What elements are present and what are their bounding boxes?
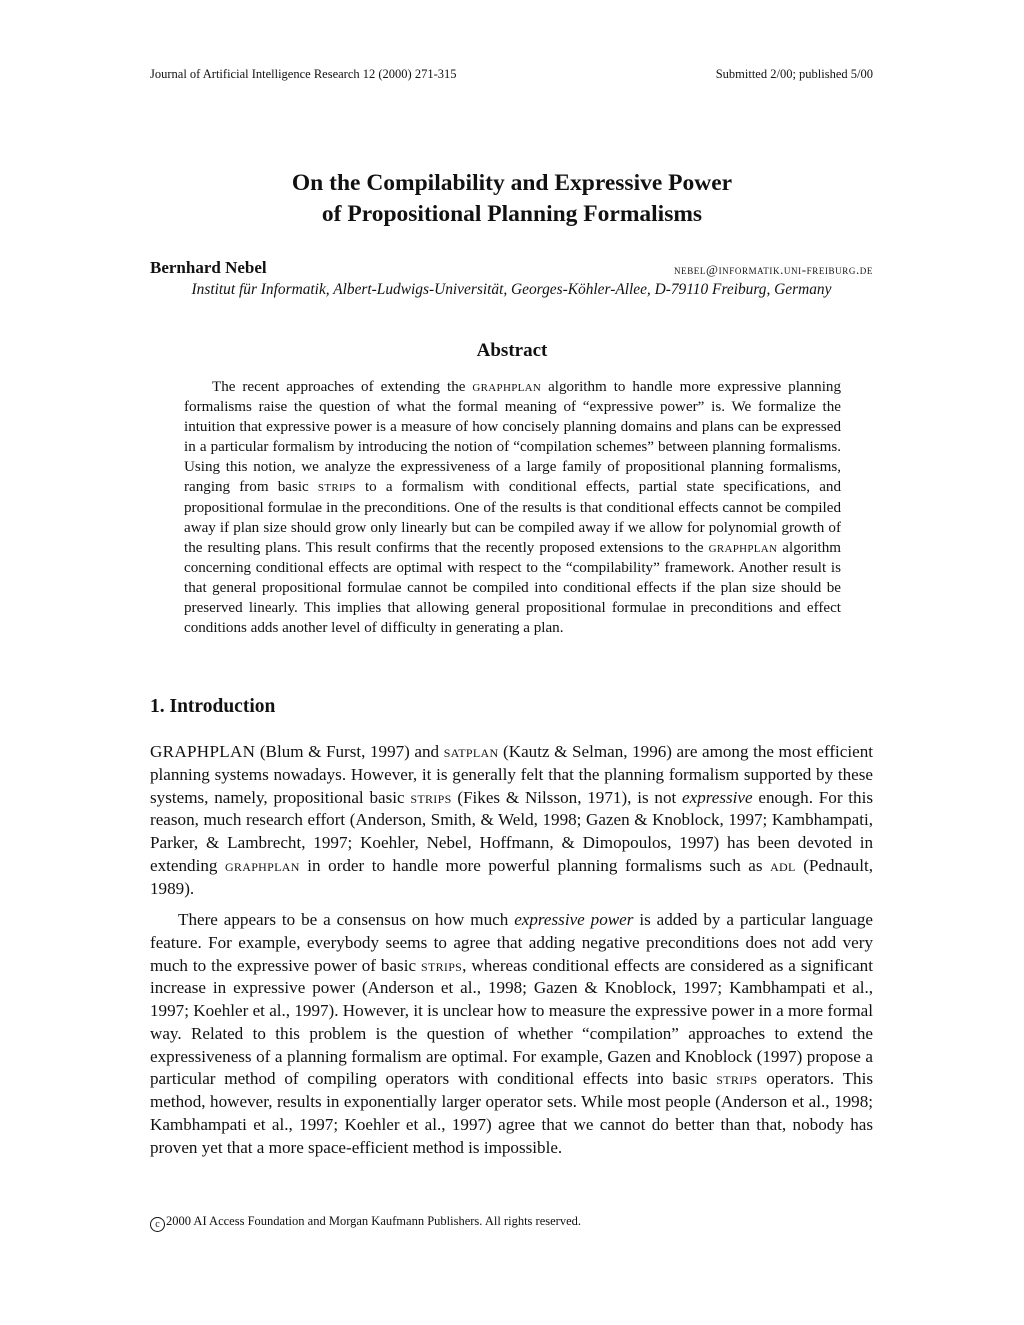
abstract-text: to a formalism with conditional effects, partial state specifications, and propositional formulae in the preconditions. One of the results is that conditional effects cannot be compiled away if plan size should grow only linearly but can be compiled away if we allow for polynomial growth of the resulting plans. This result confirms that the recently proposed extensions to the <box>184 479 841 556</box>
system-name-graphplan: GRAPHPLAN <box>150 742 256 761</box>
system-name-adl: adl <box>770 855 796 875</box>
body-text: There appears to be a consensus on how much <box>178 910 515 929</box>
abstract-text: algorithm to handle more expressive planning formalisms raise the question of what the formal meaning of “expressive power” is. We formalize the intuition that expressive power is a measure of how concisely planning domains and plans can be expressed in a particular formalism by introducing the notion of “compilation schemes” between planning formalisms. Using this notion, we analyze the expressiveness of a large family of propositional planning formalisms, ranging from basic <box>184 379 842 496</box>
running-header-journal: Journal of Artificial Intelligence Research 12 (2000) 271-315 <box>150 67 457 81</box>
body-text: (Blum & Furst, 1997) and <box>255 742 444 761</box>
author-affiliation: Institut für Informatik, Albert-Ludwigs-Universität, Georges-Köhler-Allee, D-79110 Freiburg, Germany <box>191 281 832 298</box>
emphasis-text: expressive <box>682 787 753 807</box>
body-text: operators. This method, however, results in exponentially larger operator sets. While most people (Anderson et al., 1998; Kambhampati et al., 1997; Koehler et al., 1997) agree that we cannot do better than that, nobody has proven yet that a more space-efficient method is impossible. <box>150 1069 873 1157</box>
intro-paragraph-1 <box>150 741 873 900</box>
system-name-strips: strips <box>317 479 356 496</box>
copyright-text: 2000 AI Access Foundation and Morgan Kaufmann Publishers. All rights reserved. <box>166 1214 581 1228</box>
system-name-graphplan: graphplan <box>224 855 300 875</box>
body-text: in order to handle more powerful planning formalisms such as <box>299 855 771 875</box>
body-text: (Pednault, 1989). <box>150 855 873 898</box>
running-header-dates: Submitted 2/00; published 5/00 <box>715 67 873 81</box>
paper-title-line-1: On the Compilability and Expressive Power <box>291 170 733 196</box>
system-name-strips: strips <box>716 1069 758 1089</box>
author-email: nebel@informatik.uni-freiburg.de <box>674 262 873 277</box>
body-text: is added by a particular language feature. For example, everybody seems to agree that adding negative preconditions does not add very much to the expressive power of basic <box>150 910 874 975</box>
system-name-satplan: satplan <box>443 742 499 761</box>
abstract-heading: Abstract <box>476 340 548 361</box>
body-text: , whereas conditional effects are considered as a significant increase in expressive power (Anderson et al., 1998; Gazen & Knoblock, 1997; Kambhampati et al., 1997; Koehler et al., 1997). However, it is unclear how to measure the expressive power in a more formal way. Related to this problem is the question of whether “compilation” approaches to extend the expressiveness of a planning formalism are optimal. For example, Gazen and Knoblock (1997) propose a particular method of compiling operators with conditional effects into basic <box>150 955 873 1089</box>
copyright-icon: c <box>150 1217 165 1232</box>
abstract-body <box>184 377 841 638</box>
intro-paragraph-2 <box>150 909 873 1159</box>
system-name-graphplan: graphplan <box>472 379 542 395</box>
body-text: (Kautz & Selman, 1996) are among the most efficient planning systems nowadays. However, it is generally felt that the planning formalism supported by these systems, namely, propositional basic <box>150 742 873 807</box>
author-name: Bernhard Nebel <box>150 258 267 277</box>
emphasis-text: expressive power <box>514 910 634 929</box>
paper-title-line-2: of Propositional Planning Formalisms <box>321 201 703 227</box>
abstract-text: The recent approaches of extending the <box>212 379 473 395</box>
body-text: (Fikes & Nilsson, 1971), is not <box>451 787 683 807</box>
system-name-strips: strips <box>420 955 463 975</box>
section-heading-introduction: 1. Introduction <box>150 696 276 717</box>
copyright-footer <box>150 1214 581 1232</box>
system-name-graphplan: graphplan <box>708 539 778 556</box>
abstract-text: algorithm concerning conditional effects are optimal with respect to the “compilability” framework. Another result is that general propositional formulae cannot be compiled into conditional effects if the plan size should be preserved linearly. This implies that allowing general propositional formulae in preconditions and effect conditions adds another level of difficulty in generating a plan. <box>184 539 841 637</box>
body-text: enough. For this reason, much research effort (Anderson, Smith, & Weld, 1998; Gazen & Knoblock, 1997; Kambhampati, Parker, & Lambrecht, 1997; Koehler, Nebel, Hoffmann, & Dimopoulos, 1997) has been devoted in extending <box>150 787 874 875</box>
system-name-strips: strips <box>410 787 452 807</box>
paper-title <box>0 168 1024 230</box>
